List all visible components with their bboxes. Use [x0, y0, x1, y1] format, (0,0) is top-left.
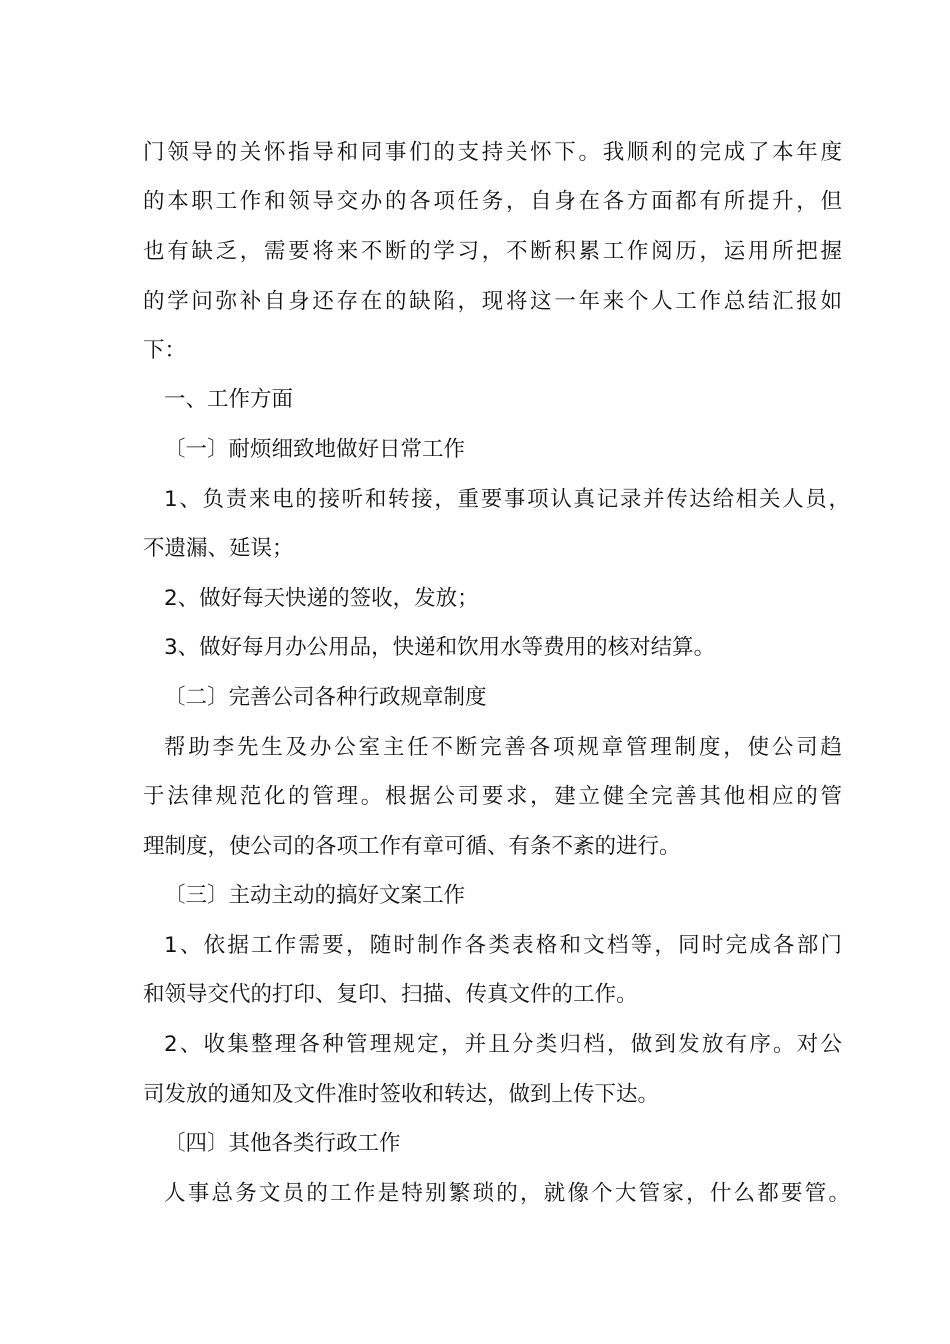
list-item-continuation: 不遗漏、延误；: [143, 536, 294, 561]
subsection-heading: 〔四〕其他各类行政工作: [164, 1131, 401, 1156]
list-item-continuation: 和领导交代的打印、复印、扫描、传真文件的工作。: [143, 982, 638, 1007]
paragraph-line: 于法律规范化的管理。根据公司要求，建立健全完善其他相应的管: [143, 784, 842, 809]
list-item-continuation: 司发放的通知及文件准时签收和转达，做到上传下达。: [143, 1082, 660, 1107]
list-item: 2、收集整理各种管理规定，并且分类归档，做到发放有序。对公: [164, 1032, 842, 1057]
list-item: 1、负责来电的接听和转接，重要事项认真记录并传达给相关人员，: [164, 487, 850, 512]
paragraph-line: 理制度，使公司的各项工作有章可循、有条不紊的进行。: [143, 834, 681, 859]
paragraph-line: 的学问弥补自身还存在的缺陷，现将这一年来个人工作总结汇报如: [143, 289, 842, 314]
paragraph-line: 帮助李先生及办公室主任不断完善各项规章管理制度，使公司趋: [164, 735, 842, 760]
paragraph-line: 门领导的关怀指导和同事们的支持关怀下。我顺利的完成了本年度: [143, 140, 842, 165]
list-item: 3、做好每月办公用品，快递和饮用水等费用的核对结算。: [164, 635, 716, 660]
list-item: 1、依据工作需要，随时制作各类表格和文档等，同时完成各部门: [164, 933, 842, 958]
subsection-heading: 〔一〕耐烦细致地做好日常工作: [164, 437, 466, 462]
paragraph-line: 也有缺乏，需要将来不断的学习，不断积累工作阅历，运用所把握: [143, 239, 842, 264]
paragraph-line: 下：: [143, 338, 187, 363]
section-heading: 一、工作方面: [164, 387, 294, 412]
paragraph-line: 的本职工作和领导交办的各项任务，自身在各方面都有所提升，但: [143, 189, 842, 214]
subsection-heading: 〔三〕主动主动的搞好文案工作: [164, 883, 466, 908]
paragraph-line: 人事总务文员的工作是特别繁琐的，就像个大管家，什么都要管。: [164, 1181, 850, 1206]
subsection-heading: 〔二〕完善公司各种行政规章制度: [164, 685, 487, 710]
list-item: 2、做好每天快递的签收，发放；: [164, 586, 479, 611]
